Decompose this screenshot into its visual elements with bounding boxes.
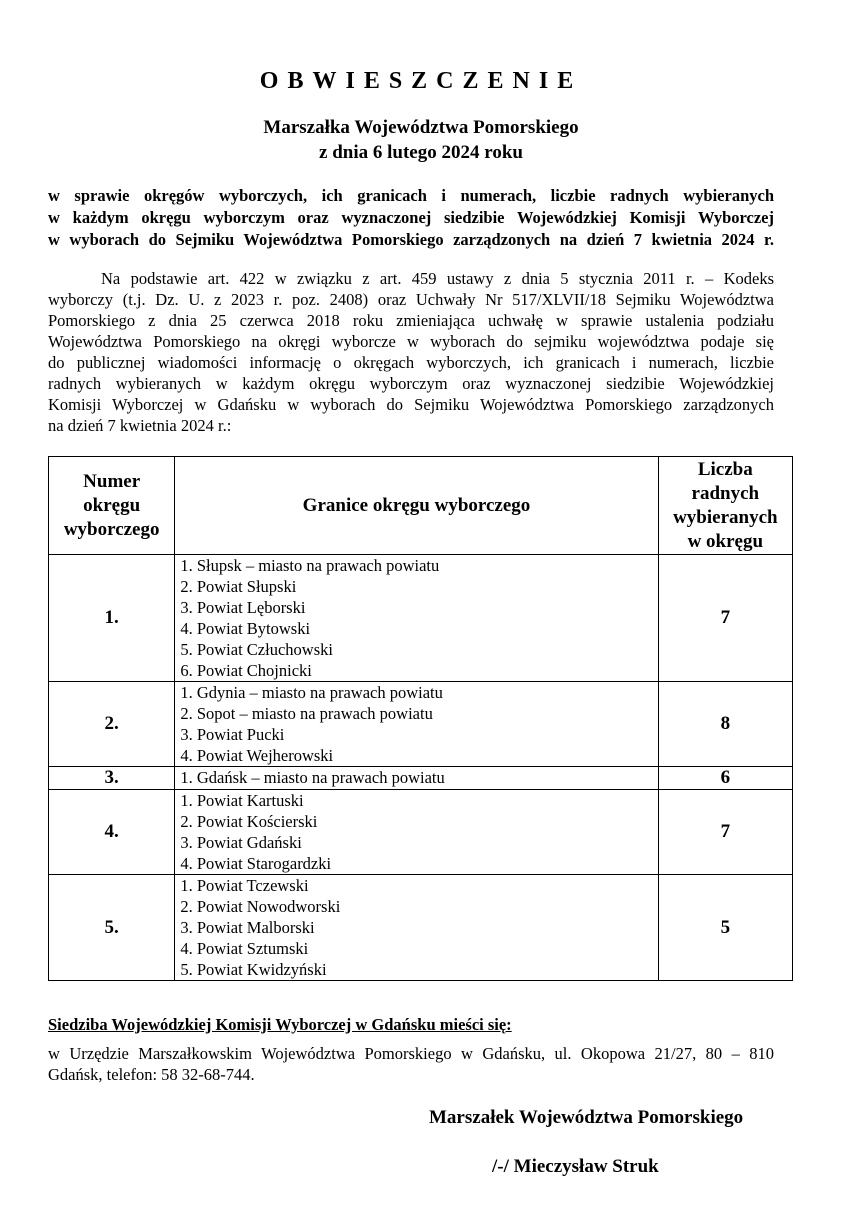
bound-item: 4. Powiat Bytowski [180,619,311,638]
district-seats: 6 [658,767,792,790]
subject-line: w wyborach do Sejmiku Województwa Pomorskiego zarządzonych na dzień 7 kwietnia 2024 r. [48,230,774,249]
header-number-line: wyborczego [63,518,160,540]
district-number: 2. [49,682,175,767]
bound-item: 4. Powiat Starogardzki [180,854,332,873]
header-seats-line: wybieranych [673,506,778,528]
issuer-line: Marszałka Województwa Pomorskiego [263,117,579,138]
bound-item: 1. Powiat Tczewski [180,876,309,895]
intro-line: radnych wybieranych w każdym okręgu wyborczym oraz wyznaczonej siedzibie Wojewódzkiej [48,374,774,393]
header-seats-line: w okręgu [687,530,764,552]
district-seats: 5 [658,875,792,981]
table-row [49,790,793,875]
districts-table [48,456,793,981]
header-number-line: okręgu [83,494,141,516]
table-header-row [49,457,793,555]
signatory-role: Marszałek Województwa Pomorskiego [429,1107,744,1128]
bound-item: 1. Gdańsk – miasto na prawach powiatu [180,768,445,787]
intro-line: Pomorskiego z dnia 25 czerwca 2018 roku zmieniająca uchwałę w sprawie ustalenia podziału [48,311,774,330]
address-line: Gdańsk, telefon: 58 32-68-744. [48,1065,255,1084]
bound-item: 1. Słupsk – miasto na prawach powiatu [180,556,440,575]
intro-line: na dzień 7 kwietnia 2024 r.: [48,416,232,435]
bound-item: 2. Powiat Słupski [180,577,297,596]
bound-item: 1. Gdynia – miasto na prawach powiatu [180,683,443,702]
bound-item: 2. Sopot – miasto na prawach powiatu [180,704,433,723]
header-seats-line: Liczba [697,458,753,480]
bound-item: 4. Powiat Sztumski [180,939,309,958]
bound-item: 2. Powiat Kościerski [180,812,318,831]
bound-item: 4. Powiat Wejherowski [180,746,334,765]
district-seats: 8 [658,682,792,767]
bound-item: 6. Powiat Chojnicki [180,661,312,680]
commission-address [48,1043,774,1085]
intro-line: Województwa Pomorskiego na okręgi wyborcze w wyborach do sejmiku województwa podaje się [48,332,774,351]
table-row [49,767,793,790]
date-line: z dnia 6 lutego 2024 roku [319,142,523,163]
district-number: 5. [49,875,175,981]
header-bounds: Granice okręgu wyborczego [175,457,658,555]
commission-seat-heading: Siedziba Wojewódzkiej Komisji Wyborczej w Gdańsku mieści się: [48,1015,512,1034]
district-bounds [175,875,658,981]
table-row [49,555,793,682]
intro-line: Na podstawie art. 422 w związku z art. 459 ustawy z dnia 5 stycznia 2011 r. – Kodeks [101,269,774,288]
header-number-line: Numer [83,470,141,492]
table-row [49,682,793,767]
district-number: 1. [49,555,175,682]
bound-item: 1. Powiat Kartuski [180,791,304,810]
subject-line: w sprawie okręgów wyborczych, ich granicach i numerach, liczbie radnych wybieranych [48,186,774,205]
document-title: OBWIESZCZENIE [259,68,583,94]
bound-item: 3. Powiat Malborski [180,918,315,937]
subject-line: w każdym okręgu wyborczym oraz wyznaczonej siedzibie Wojewódzkiej Komisji Wyborczej [48,208,774,227]
district-seats: 7 [658,790,792,875]
district-bounds [175,682,658,767]
header-seats [658,457,792,555]
intro-line: wyborczy (t.j. Dz. U. z 2023 r. poz. 2408) oraz Uchwały Nr 517/XLVII/18 Sejmiku Województwa [48,290,774,309]
intro-paragraph [48,268,774,436]
bound-item: 5. Powiat Człuchowski [180,640,333,659]
header-number [49,457,175,555]
header-seats-line: radnych [691,482,760,504]
district-number: 4. [49,790,175,875]
signatory-name: /-/ Mieczysław Struk [492,1156,659,1177]
intro-line: Komisji Wyborczej w Gdańsku w wyborach do Sejmiku Województwa Pomorskiego zarządzonych [48,395,774,414]
address-line: w Urzędzie Marszałkowskim Województwa Pomorskiego w Gdańsku, ul. Okopowa 21/27, 80 – 810 [48,1044,774,1063]
subject-paragraph [48,185,774,251]
district-bounds [175,767,658,790]
district-bounds [175,790,658,875]
bound-item: 5. Powiat Kwidzyński [180,960,327,979]
bound-item: 3. Powiat Pucki [180,725,285,744]
bound-item: 2. Powiat Nowodworski [180,897,341,916]
bound-item: 3. Powiat Lęborski [180,598,306,617]
district-number: 3. [49,767,175,790]
district-bounds [175,555,658,682]
intro-line: do publicznej wiadomości informację o okręgach wyborczych, ich granicach i numerach, liczbie [48,353,774,372]
district-seats: 7 [658,555,792,682]
bound-item: 3. Powiat Gdański [180,833,302,852]
table-row [49,875,793,981]
